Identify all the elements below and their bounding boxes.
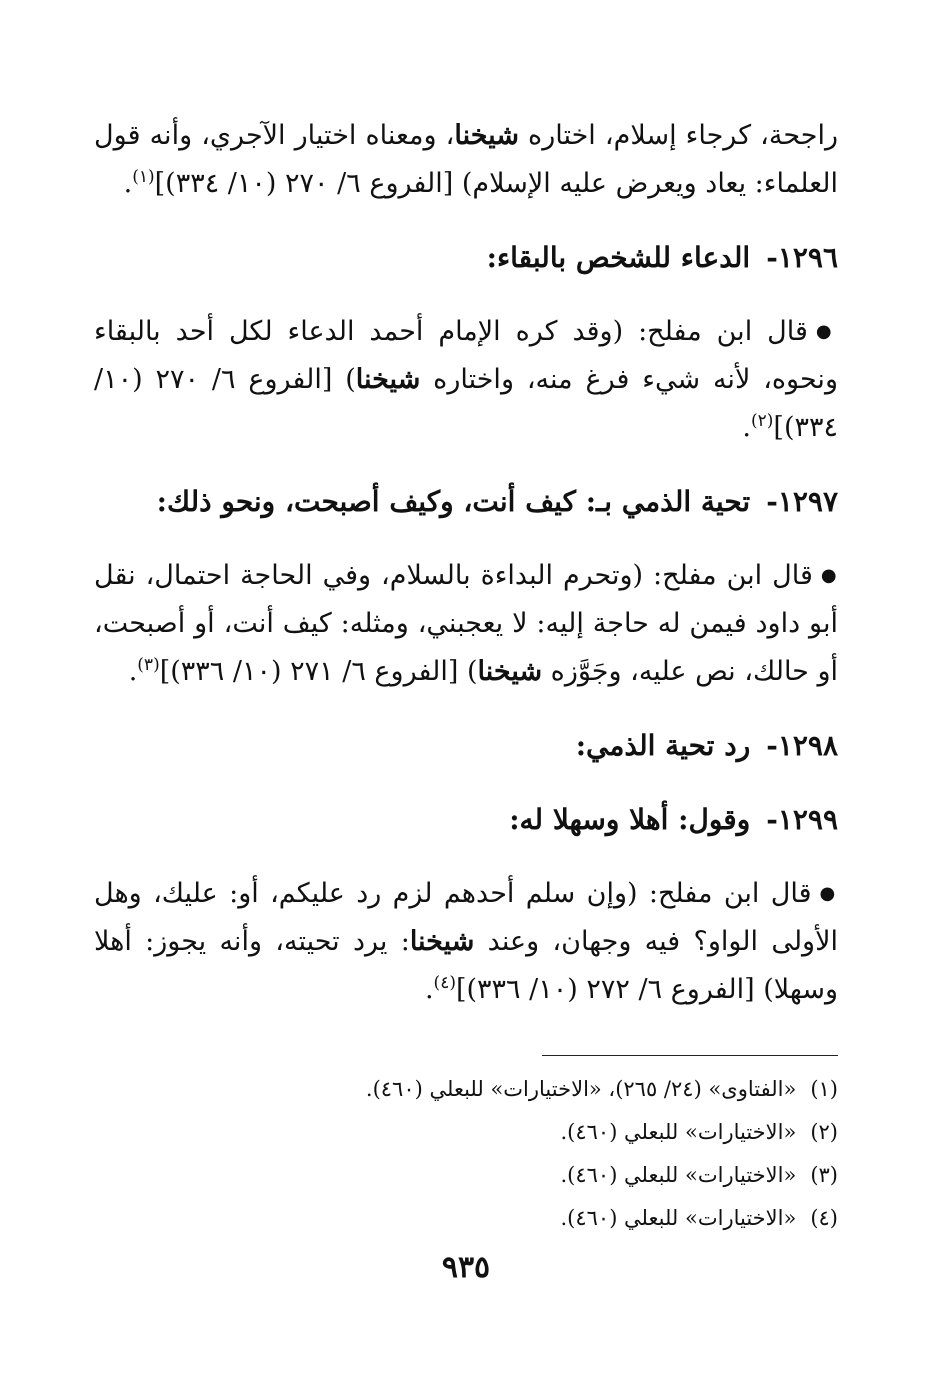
para-text-continued: ، ومعناه اختيار الآجري، وأنه قول العلماء: يعاد ويعرض عليه الإسلام) [الفروع ٦/ ٢٧٠ (١٠/ ٣٣٤)]	[94, 120, 838, 199]
para-text-continued: ) [الفروع ٦/ ٢٧٠ (١٠/ ٣٣٤)]	[94, 364, 838, 443]
footnote-number: (٢)	[810, 1120, 838, 1144]
section-title: وقول: أهلا وسهلا له:	[509, 803, 751, 836]
footnote-number: (٣)	[810, 1163, 838, 1187]
quote-paragraph	[94, 308, 838, 452]
section-number: ١٢٩٧-	[766, 485, 838, 518]
page-number: ٩٣٥	[441, 1250, 491, 1285]
para-end: .	[128, 656, 138, 687]
footnote-text: «الاختيارات» للبعلي (٤٦٠).	[560, 1120, 797, 1144]
para-end: .	[123, 168, 133, 199]
para-end: .	[742, 412, 751, 443]
continuation-paragraph	[94, 112, 838, 208]
para-text: قال ابن مفلح: (وإن سلم أحدهم لزم رد عليكم، أو: عليك، وهل الأولى الواو؟ فيه وجهان، وعند	[94, 878, 838, 957]
bold-term: شيخنا	[355, 364, 421, 395]
para-text-continued: : يرد تحيته، وأنه يجوز: أهلا وسهلا) [الفروع ٦/ ٢٧٢ (١٠/ ٣٣٦)]	[94, 926, 838, 1005]
footnote-text: «الفتاوى» (٢٤/ ٢٦٥)، «الاختيارات» للبعلي (٤٦٠).	[365, 1077, 797, 1101]
section-heading	[94, 478, 838, 526]
para-end: .	[424, 974, 434, 1005]
section-title: الدعاء للشخص بالبقاء:	[486, 241, 751, 274]
section-heading	[94, 796, 838, 844]
footnotes	[94, 1068, 838, 1240]
quote-paragraph	[94, 870, 838, 1014]
footnote-item	[94, 1154, 838, 1197]
para-text-continued: ) [الفروع ٦/ ٢٧١ (١٠/ ٣٣٦)]	[159, 656, 478, 687]
footnote-item	[94, 1197, 838, 1240]
section-title: رد تحية الذمي:	[575, 729, 751, 762]
bullet-icon: ●	[815, 321, 838, 342]
footnote-ref[interactable]: (٣)	[137, 655, 160, 675]
bold-term: شيخنا	[477, 656, 543, 687]
footnote-divider	[542, 1055, 838, 1056]
main-text	[94, 112, 838, 1014]
bullet-icon: ●	[820, 565, 839, 586]
section-number: ١٢٩٦-	[766, 241, 838, 274]
footnote-item	[94, 1068, 838, 1111]
bold-term: شيخنا	[409, 926, 475, 957]
section-heading	[94, 234, 838, 282]
footnote-number: (٤)	[810, 1206, 838, 1230]
quote-paragraph	[94, 552, 838, 696]
section-title: تحية الذمي بـ: كيف أنت، وكيف أصبحت، ونحو ذلك:	[156, 485, 751, 518]
para-text: قال ابن مفلح: (وتحرم البداءة بالسلام، وفي الحاجة احتمال، نقل أبو داود فيمن له حاجة إليه: لا يعجبني، ومثله: كيف أنت، أو أصبحت، أو حالك، نص عليه، وجَوَّزه	[94, 560, 838, 687]
footnote-text: «الاختيارات» للبعلي (٤٦٠).	[560, 1163, 797, 1187]
footnote-ref[interactable]: (١)	[132, 167, 155, 187]
bold-term: شيخنا	[454, 120, 519, 151]
para-text: قال ابن مفلح: (وقد كره الإمام أحمد الدعاء لكل أحد بالبقاء ونحوه، لأنه شيء فرغ منه، واختاره	[94, 316, 838, 395]
section-heading	[94, 722, 838, 770]
bullet-icon: ●	[819, 883, 838, 904]
footnote-item	[94, 1111, 838, 1154]
footnote-number: (١)	[810, 1077, 838, 1101]
footnote-ref[interactable]: (٢)	[750, 411, 774, 431]
footnote-ref[interactable]: (٤)	[433, 973, 456, 993]
footnote-text: «الاختيارات» للبعلي (٤٦٠).	[560, 1206, 797, 1230]
para-text: راجحة، كرجاء إسلام، اختاره	[518, 120, 838, 151]
section-number: ١٢٩٨-	[766, 729, 838, 762]
section-number: ١٢٩٩-	[766, 803, 838, 836]
